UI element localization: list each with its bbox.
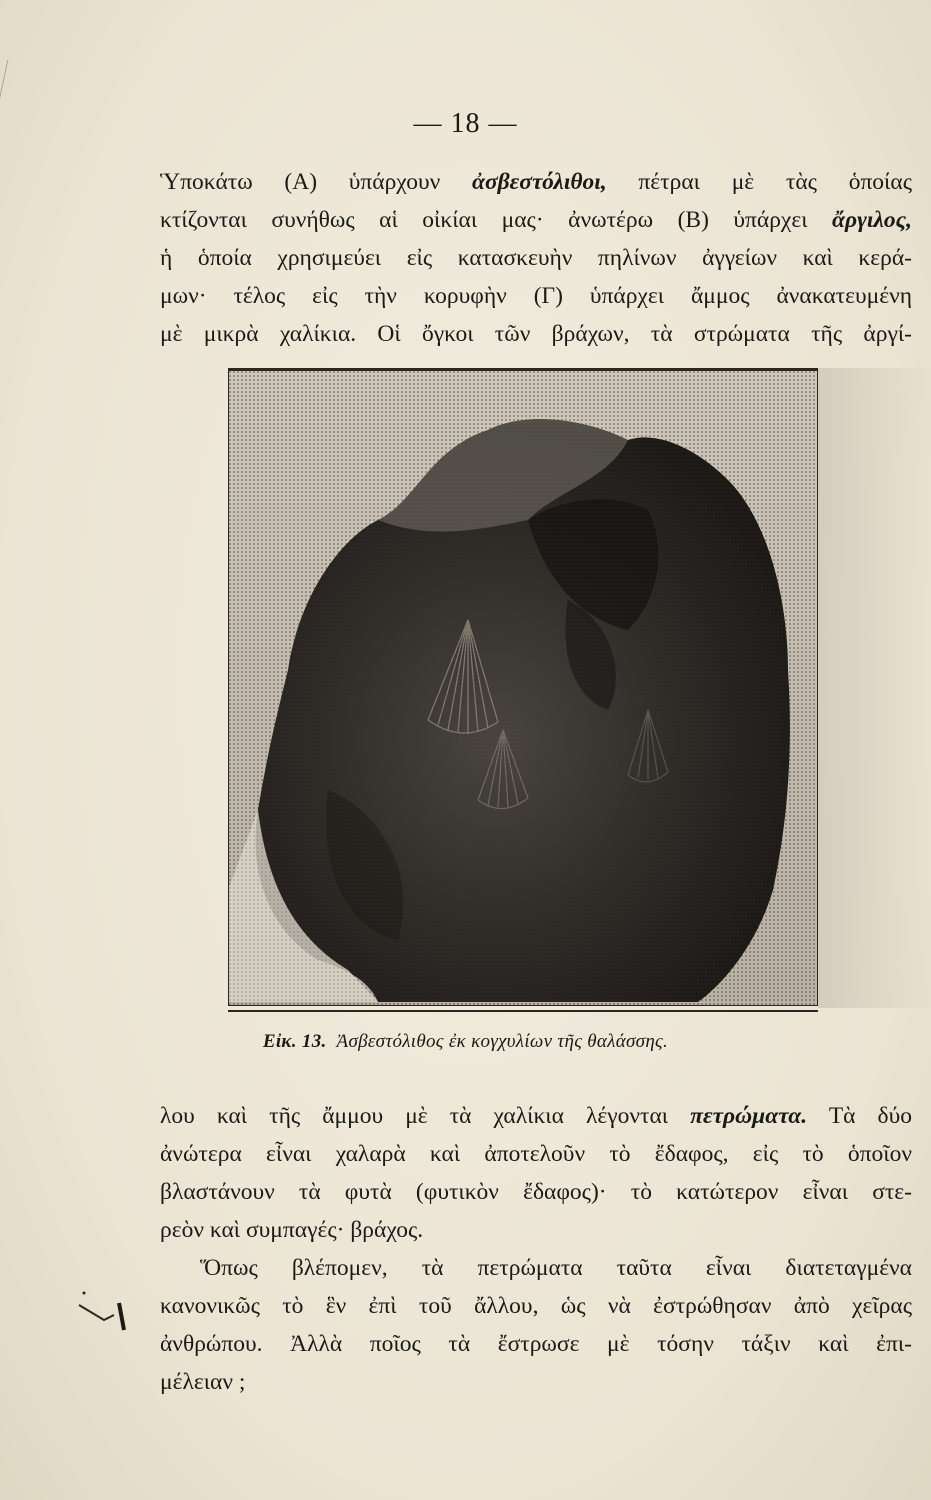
handwritten-margin-mark	[74, 1285, 134, 1335]
figure-photograph	[228, 368, 818, 1012]
text-line: μὲ μικρὰ χαλίκια. Οἱ ὄγκοι τῶν βράχων, τὰ στρώματα τῆς ἀργί-	[160, 321, 912, 347]
emphasized-term-clay: ἄργιλος,	[832, 207, 912, 233]
text-line: βλαστάνουν τὰ φυτὰ (φυτικὸν ἔδαφος)· τὸ κατώτερον εἶναι στε-	[160, 1179, 912, 1205]
text-line: ἡ ὁποία χρησιμεύει εἰς κατασκευὴν πηλίνων ἀγγείων καὶ κερά-	[160, 245, 912, 271]
emphasized-term-limestone: ἀσβεστόλιθοι,	[471, 169, 607, 195]
emphasized-term-rocks: πετρώματα.	[690, 1103, 808, 1129]
text-line: μέλειαν ;	[160, 1369, 246, 1395]
figure-caption	[0, 1031, 931, 1053]
page-number: — 18 —	[413, 108, 518, 139]
text-line: ἀνθρώπου. Ἀλλὰ ποῖος τὰ ἔστρωσε μὲ τόσην τάξιν καὶ ἐπι-	[160, 1331, 912, 1357]
text-line: Ὅπως βλέπομεν, τὰ πετρώματα ταῦτα εἶναι διατεταγμένα	[200, 1255, 912, 1281]
text-line: κανονικῶς τὸ ἓν ἐπὶ τοῦ ἄλλου, ὡς νὰ ἐστρώθησαν ἀπὸ χεῖρας	[160, 1293, 912, 1319]
text-line: μων· τέλος εἰς τὴν κορυφὴν (Γ) ὑπάρχει ἄμμος ἀνακατευμένη	[160, 283, 912, 309]
paragraph-top	[160, 163, 912, 353]
text-line: Ὑποκάτω (Α) ὑπάρχουν ἀσβεστόλιθοι, πέτραι μὲ τὰς ὁποίας	[160, 169, 912, 195]
bleed-through-shadow	[818, 368, 931, 1008]
text-line: ἀνώτερα εἶναι χαλαρὰ καὶ ἀποτελοῦν τὸ ἔδαφος, εἰς τὸ ὁποῖον	[160, 1141, 912, 1167]
text-line: κτίζονται συνήθως αἱ οἰκίαι μας· ἀνωτέρω (Β) ὑπάρχει ἄργιλος,	[160, 207, 912, 233]
figure-caption-text: Ἀσβεστόλιθος ἐκ κογχυλίων τῆς θαλάσσης.	[336, 1031, 669, 1052]
paragraph-bottom	[160, 1097, 912, 1401]
figure-number: Εἰκ. 13.	[262, 1031, 327, 1052]
text-line: ρεὸν καὶ συμπαγές· βράχος.	[160, 1217, 424, 1243]
margin-tick-mark	[0, 60, 18, 110]
limestone-fossil-photo	[228, 370, 818, 1006]
text-line: λου καὶ τῆς ἄμμου μὲ τὰ χαλίκια λέγονται πετρώματα. Τὰ δύο	[160, 1103, 912, 1129]
